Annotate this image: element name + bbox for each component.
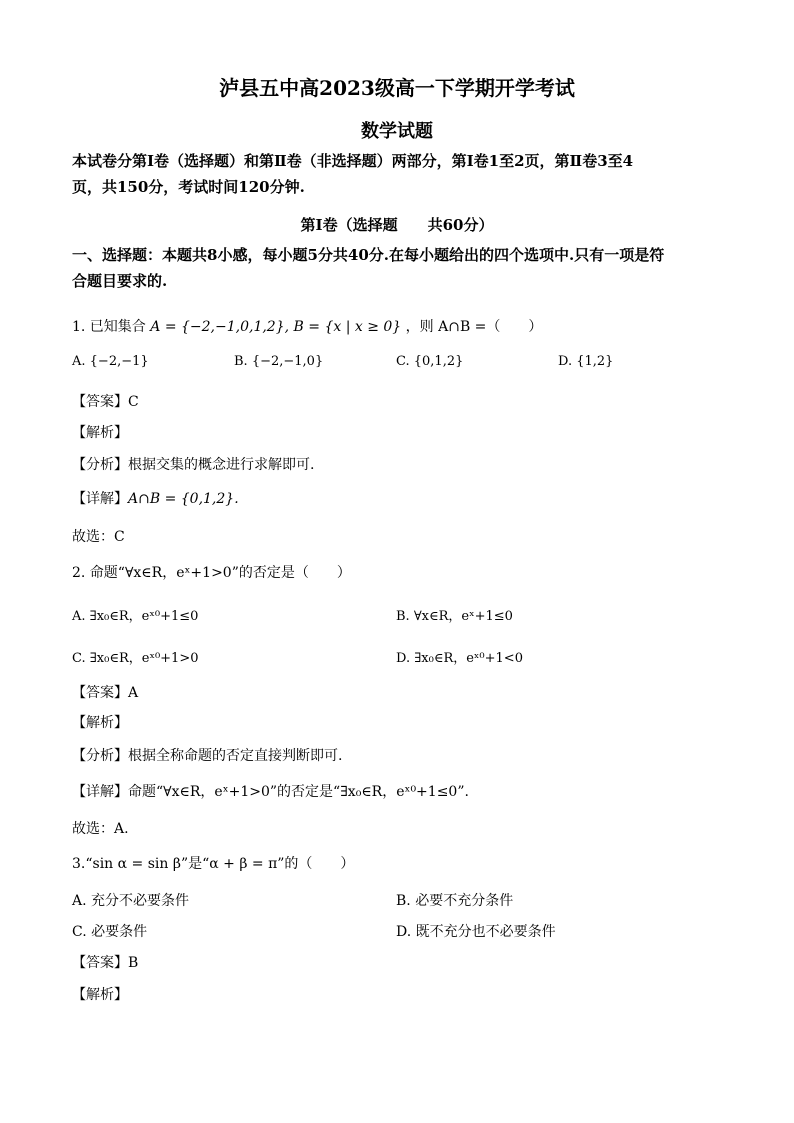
q2-detail xyxy=(72,781,469,801)
question-2-stem: 2. 命题“∀x∈R，eˣ+1>0”的否定是（ ） xyxy=(72,565,351,581)
q1-answer-value: C xyxy=(128,394,139,410)
intro-text xyxy=(72,148,722,200)
q2-fenxi xyxy=(72,745,342,765)
q2-analysis-label: 【解析】 xyxy=(72,715,128,731)
q1-detail-label: 【详解】 xyxy=(72,491,128,507)
q2-option-a: A. ∃x₀∈R，eˣ⁰+1≤0 xyxy=(72,609,199,624)
q3-option-d: D. 既不充分也不必要条件 xyxy=(396,924,556,940)
q1-choose: 故选：C xyxy=(72,529,125,545)
q2-detail-text: 命题“∀x∈R，eˣ+1>0”的否定是“∃x₀∈R，eˣ⁰+1≤0”. xyxy=(128,784,469,800)
q1-fenxi-label: 【分析】 xyxy=(72,457,128,473)
question-1-stem xyxy=(72,316,542,336)
q2-choose: 故选：A. xyxy=(72,821,129,837)
part-heading xyxy=(72,242,722,294)
q1-option-b: B. {−2,−1,0} xyxy=(234,354,324,369)
q1-detail xyxy=(72,488,239,508)
q3-answer-value: B xyxy=(128,955,139,971)
q1-fenxi-text: 根据交集的概念进行求解即可. xyxy=(128,457,315,473)
page-title: 泸县五中高2023级高一下学期开学考试 xyxy=(219,76,575,100)
q1-option-a: A. {−2,−1} xyxy=(72,354,149,369)
question-1-suffix: ，则 A∩B =（ ） xyxy=(405,319,543,335)
q1-option-d: D. {1,2} xyxy=(558,354,614,369)
q1-detail-text: A∩B = {0,1,2}. xyxy=(128,491,239,507)
question-1-math: A = {−2,−1,0,1,2}, B = {x | x ≥ 0} xyxy=(150,319,402,335)
q2-fenxi-label: 【分析】 xyxy=(72,748,128,764)
q3-option-a: A. 充分不必要条件 xyxy=(72,893,190,909)
q2-answer-value: A xyxy=(128,685,139,701)
q1-fenxi xyxy=(72,454,314,474)
part-heading-line-2: 合题目要求的. xyxy=(72,272,168,290)
q2-option-c: C. ∃x₀∈R，eˣ⁰+1>0 xyxy=(72,651,199,666)
q1-option-c: C. {0,1,2} xyxy=(396,354,464,369)
question-1-prefix: 1. 已知集合 xyxy=(72,319,146,335)
q2-detail-label: 【详解】 xyxy=(72,784,128,800)
q2-answer xyxy=(72,682,138,702)
q1-answer xyxy=(72,391,139,411)
q2-option-d: D. ∃x₀∈R，eˣ⁰+1<0 xyxy=(396,651,523,666)
q2-answer-label: 【答案】 xyxy=(72,685,128,701)
q3-option-c: C. 必要条件 xyxy=(72,924,148,940)
page-subtitle: 数学试题 xyxy=(361,121,433,142)
q3-analysis-label: 【解析】 xyxy=(72,987,128,1003)
part-heading-line-1: 一、选择题：本题共8小感，每小题5分共40分.在每小题给出的四个选项中.只有一项是符 xyxy=(72,246,665,264)
q1-answer-label: 【答案】 xyxy=(72,394,128,410)
q1-analysis-label: 【解析】 xyxy=(72,425,128,441)
intro-line-2: 页，共150分，考试时间120分钟. xyxy=(72,178,305,196)
intro-line-1: 本试卷分第Ⅰ卷（选择题）和第Ⅱ卷（非选择题）两部分，第Ⅰ卷1至2页，第Ⅱ卷3至4 xyxy=(72,152,634,170)
q2-option-b: B. ∀x∈R，eˣ+1≤0 xyxy=(396,609,513,624)
q3-option-b: B. 必要不充分条件 xyxy=(396,893,514,909)
q2-fenxi-text: 根据全称命题的否定直接判断即可. xyxy=(128,748,343,764)
section-heading: 第Ⅰ卷（选择题 共60分） xyxy=(300,216,494,234)
question-3-stem: 3.“sin α = sin β”是“α + β = π”的（ ） xyxy=(72,856,355,872)
q3-answer-label: 【答案】 xyxy=(72,955,128,971)
q3-answer xyxy=(72,952,138,972)
